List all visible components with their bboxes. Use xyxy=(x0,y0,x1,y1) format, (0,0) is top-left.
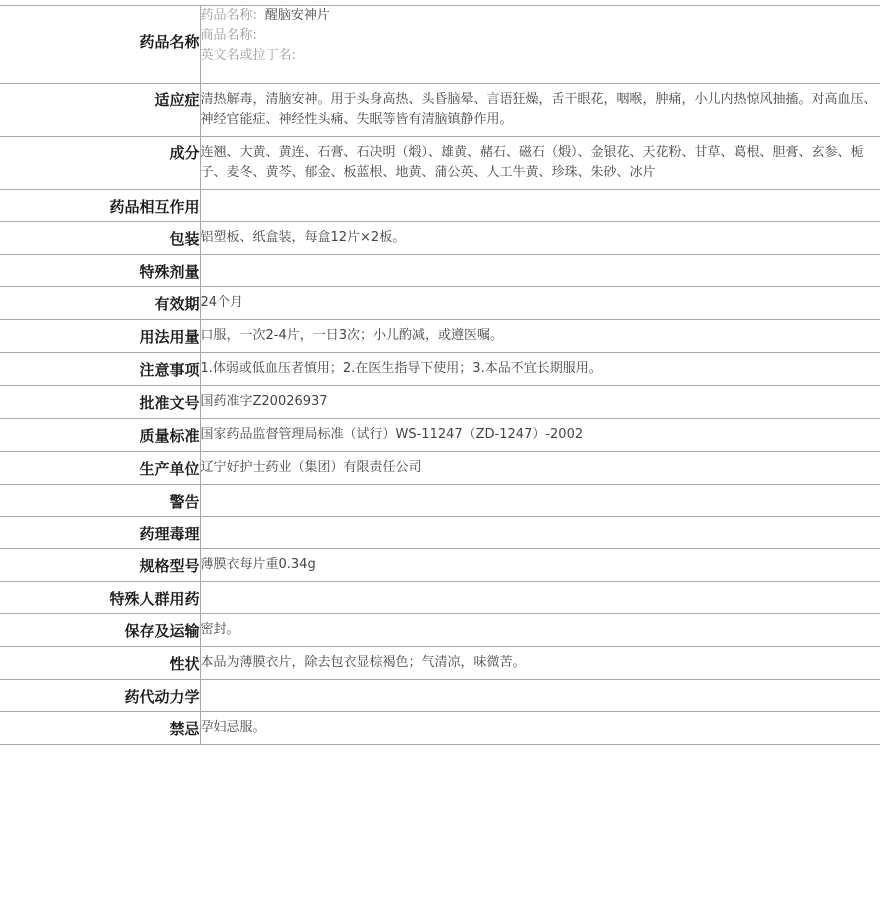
dosage-value xyxy=(200,320,880,353)
quality-standard-row xyxy=(0,419,880,452)
special-population-label-text: 特殊人群用药 xyxy=(109,590,200,608)
indications-row xyxy=(0,84,880,137)
ingredients-label-text: 成分 xyxy=(169,144,200,162)
manufacturer-row xyxy=(0,452,880,485)
pharmacology-value-text xyxy=(201,517,880,529)
pharmacokinetics-row xyxy=(0,680,880,712)
warning-label-text: 警告 xyxy=(169,493,200,511)
indications-label-text: 适应症 xyxy=(154,91,200,109)
specification-value-text: 薄膜衣每片重0.34g xyxy=(200,557,316,572)
name-row-label xyxy=(0,6,200,84)
description-label-text: 性状 xyxy=(169,655,200,673)
special-population-row xyxy=(0,582,880,614)
trade-name-key: 商品名称: xyxy=(200,28,257,43)
special-dose-row xyxy=(0,255,880,287)
precautions-value-text: 1.体弱或低血压者慎用；2.在医生指导下使用；3.本品不宜长期服用。 xyxy=(200,361,602,376)
storage-row xyxy=(0,614,880,647)
storage-label-text: 保存及运输 xyxy=(124,622,200,640)
special-dose-label-text: 特殊剂量 xyxy=(139,263,200,281)
approval-number-label xyxy=(0,386,200,419)
precautions-row xyxy=(0,353,880,386)
drug-name-line xyxy=(201,6,880,26)
packaging-row xyxy=(0,222,880,255)
manufacturer-label xyxy=(0,452,200,485)
indications-label xyxy=(0,84,200,137)
indications-value xyxy=(200,84,880,137)
special-population-label xyxy=(0,582,200,614)
pharmacology-label xyxy=(0,517,200,549)
dosage-value-text: 口服，一次2-4片，一日3次；小儿酌减，或遵医嘱。 xyxy=(200,328,504,343)
packaging-value xyxy=(200,222,880,255)
name-row xyxy=(0,6,880,84)
warning-row xyxy=(0,485,880,517)
manufacturer-value-text: 辽宁好护士药业（集团）有限责任公司 xyxy=(200,460,422,475)
precautions-label xyxy=(0,353,200,386)
ingredients-label xyxy=(0,137,200,190)
drug-spec-table xyxy=(0,5,880,745)
approval-number-label-text: 批准文号 xyxy=(139,394,200,412)
specification-label xyxy=(0,549,200,582)
special-dose-value-text xyxy=(201,255,880,267)
drug-name-value: 醒脑安神片 xyxy=(264,8,330,23)
latin-name-key: 英文名或拉丁名: xyxy=(200,48,296,63)
interactions-value-text xyxy=(201,190,880,202)
specification-row xyxy=(0,549,880,582)
name-row-value xyxy=(200,6,880,84)
dosage-label-text: 用法用量 xyxy=(139,328,200,346)
storage-label xyxy=(0,614,200,647)
quality-standard-label-text: 质量标准 xyxy=(139,427,200,445)
warning-value-text xyxy=(201,485,880,497)
interactions-value xyxy=(200,190,880,222)
name-label-text: 药品名称 xyxy=(139,33,200,51)
shelf-life-value-text: 24个月 xyxy=(200,295,244,310)
packaging-label xyxy=(0,222,200,255)
ingredients-value xyxy=(200,137,880,190)
pharmacology-value xyxy=(200,517,880,549)
pharmacology-label-text: 药理毒理 xyxy=(139,525,200,543)
shelf-life-value xyxy=(200,287,880,320)
description-value xyxy=(200,647,880,680)
precautions-value xyxy=(200,353,880,386)
quality-standard-label xyxy=(0,419,200,452)
pharmacokinetics-value xyxy=(200,680,880,712)
pharmacokinetics-label-text: 药代动力学 xyxy=(124,688,200,706)
indications-value-text: 清热解毒，清脑安神。用于头身高热、头昏脑晕、言语狂燥，舌干眼花，咽喉，肿痛，小儿内热惊风抽搐。对高血压、神经官能症、神经性头痛、失眠等皆有清脑镇静作用。 xyxy=(200,92,877,127)
approval-number-row xyxy=(0,386,880,419)
contraindications-value-text: 孕妇忌服。 xyxy=(200,720,266,735)
specification-label-text: 规格型号 xyxy=(139,557,200,575)
shelf-life-label xyxy=(0,287,200,320)
approval-number-value xyxy=(200,386,880,419)
precautions-label-text: 注意事项 xyxy=(139,361,200,379)
drug-spec-sheet xyxy=(0,5,880,745)
pharmacokinetics-value-text xyxy=(201,680,880,692)
contraindications-label-text: 禁忌 xyxy=(169,720,200,738)
drug-name-key: 药品名称: xyxy=(200,8,257,23)
contraindications-row xyxy=(0,712,880,745)
packaging-value-text: 铝塑板、纸盒装，每盒12片×2板。 xyxy=(200,230,406,245)
storage-value-text: 密封。 xyxy=(200,622,240,637)
pharmacokinetics-label xyxy=(0,680,200,712)
quality-standard-value xyxy=(200,419,880,452)
packaging-label-text: 包装 xyxy=(169,230,200,248)
description-value-text: 本品为薄膜衣片，除去包衣显棕褐色；气清凉，味微苦。 xyxy=(200,655,526,670)
interactions-row xyxy=(0,190,880,222)
storage-value xyxy=(200,614,880,647)
ingredients-value-text: 连翘、大黄、黄连、石膏、石决明（煅）、雄黄、赭石、磁石（煅）、金银花、天花粉、甘草、葛根、胆膏、玄参、栀子、麦冬、黄芩、郁金、板蓝根、地黄、蒲公英、人工牛黄、珍珠、朱砂、冰片 xyxy=(200,145,864,180)
trade-name-line xyxy=(201,26,880,46)
warning-label xyxy=(0,485,200,517)
dosage-row xyxy=(0,320,880,353)
interactions-label-text: 药品相互作用 xyxy=(109,198,200,216)
contraindications-label xyxy=(0,712,200,745)
special-population-value xyxy=(200,582,880,614)
latin-name-line xyxy=(201,46,880,66)
dosage-label xyxy=(0,320,200,353)
quality-standard-value-text: 国家药品监督管理局标准（试行）WS-11247（ZD-1247）-2002 xyxy=(200,427,584,442)
warning-value xyxy=(200,485,880,517)
pharmacology-row xyxy=(0,517,880,549)
shelf-life-row xyxy=(0,287,880,320)
contraindications-value xyxy=(200,712,880,745)
specification-value xyxy=(200,549,880,582)
description-label xyxy=(0,647,200,680)
interactions-label xyxy=(0,190,200,222)
manufacturer-value xyxy=(200,452,880,485)
description-row xyxy=(0,647,880,680)
approval-number-value-text: 国药准字Z20026937 xyxy=(200,394,328,409)
special-dose-value xyxy=(200,255,880,287)
special-dose-label xyxy=(0,255,200,287)
manufacturer-label-text: 生产单位 xyxy=(139,460,200,478)
shelf-life-label-text: 有效期 xyxy=(154,295,200,313)
special-population-value-text xyxy=(201,582,880,594)
ingredients-row xyxy=(0,137,880,190)
